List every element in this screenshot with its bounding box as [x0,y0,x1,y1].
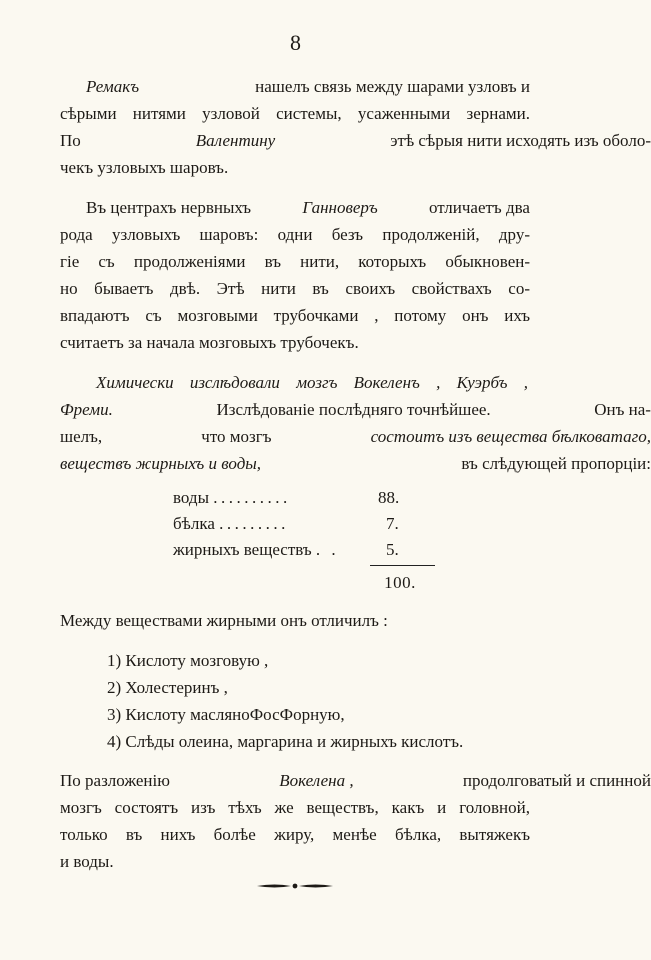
para1-line4: чекъ узловыхъ шаровъ. [60,158,229,177]
para2-line5: впадаютъ съ мозговыми трубочками , потому онъ ихъ [60,306,530,325]
para2-line6: считаетъ за начала мозговыхъ трубочекъ. [60,333,359,352]
para5-line2: мозгъ состоятъ изъ тѣхъ же веществъ, какъ и головной, [60,798,530,817]
para3-line4: веществъ жирныхъ и воды, въ слѣдующей пропорціи: [60,454,651,473]
para1-line3: По Валентину этѣ сѣрыя нити исходять изъ оболо- [60,131,651,150]
table-row: воды .......... [173,488,291,507]
table-row: бѣлка ......... [173,514,289,533]
list-item: 1) Кислоту мозговую , [107,651,269,670]
para2-line4: но бываетъ двѣ. Этѣ нити въ своихъ свойствахъ со- [60,279,530,298]
page-number: 8 [290,30,301,55]
table-value: 5. [386,540,399,559]
para3-line2: Фреми. Изслѣдованіе послѣдняго точнѣйшее. Онъ на- [60,400,651,419]
para1-line2: сѣрыми нитями узловой системы, усаженными зернами. [60,104,530,123]
para2-line3: гіе съ продолженіями въ нити, которыхъ обыкновен- [60,252,530,271]
table-value: 88. [378,488,400,507]
list-item: 4) Слѣды олеина, маргарина и жирныхъ кислотъ. [107,732,464,751]
list-item: 3) Кислоту масляноФосФорную, [107,705,345,724]
list-item: 2) Холестеринъ , [107,678,228,697]
para5-line4: и воды. [60,852,114,871]
end-ornament [255,880,335,892]
para4-line: Между веществами жирными онъ отличилъ : [60,611,388,630]
para3-line3: шелъ, что мозгъ состоитъ изъ вещества бѣлковатаго, [60,427,651,446]
para2-line1: Въ центрахъ нервныхъ Ганноверъ отличаетъ два [86,198,530,217]
para1-line1: Ремакъ нашелъ связь между шарами узловъ и [86,77,530,96]
sum-rule [370,565,435,566]
para3-line1: Химически изслѣдовали мозгъ Вокеленъ , Куэрбъ , [96,373,528,392]
para5-line3: только въ нихъ болѣе жиру, менѣе бѣлка, вытяжекъ [60,825,530,844]
table-total: 100. [384,573,416,592]
table-value: 7. [386,514,399,533]
table-row: жирныхъ веществъ . . [173,540,340,559]
para2-line2: рода узловыхъ шаровъ: одни безъ продолженій, дру- [60,225,530,244]
para5-line1: По разложенію Вокелена , продолговатый и спинной [60,771,651,790]
